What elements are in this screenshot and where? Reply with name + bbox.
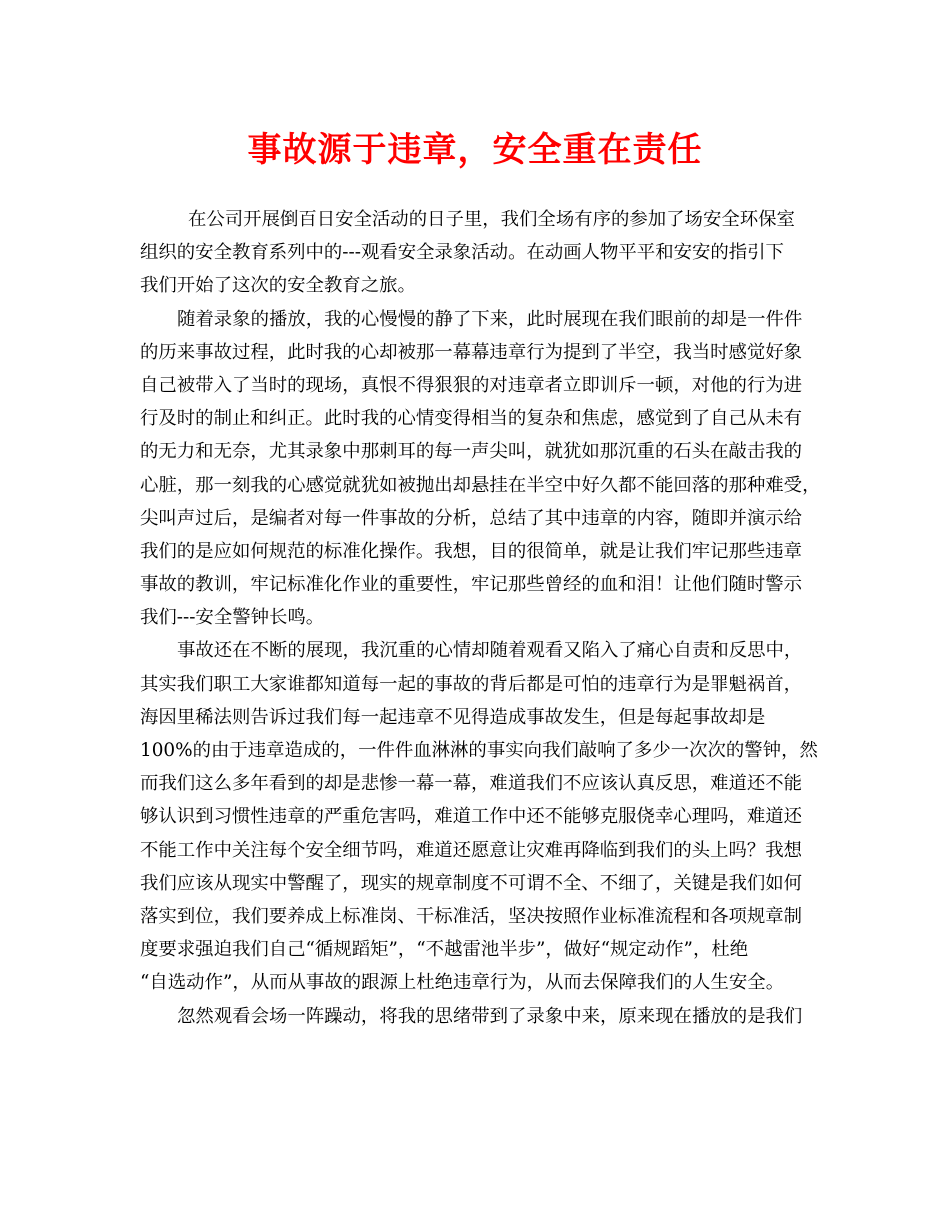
paragraph-line: 事故的教训，牢记标准化作业的重要性，牢记那些曾经的血和泪！让他们随时警示 xyxy=(140,574,803,596)
paragraph-line: 在公司开展倒百日安全活动的日子里，我们全场有序的参加了场安全环保室 xyxy=(188,209,795,230)
paragraph-line: 够认识到习惯性违章的严重危害吗，难道工作中还不能够克服侥幸心理吗，难道还 xyxy=(140,806,803,828)
paragraph-line: 的历来事故过程，此时我的心却被那一幕幕违章行为提到了半空，我当时感觉好象 xyxy=(140,341,803,363)
paragraph-line: 组织的安全教育系列中的---观看安全录象活动。在动画人物平平和安安的指引下 xyxy=(140,242,784,264)
paragraph-line: 的无力和无奈，尤其录象中那刺耳的每一声尖叫，就犹如那沉重的石头在敲击我的 xyxy=(140,441,803,463)
paragraph-line: 我们开始了这次的安全教育之旅。 xyxy=(140,275,416,297)
paragraph-line: 事故还在不断的展现，我沉重的心情却随着观看又陷入了痛心自责和反思中， xyxy=(177,640,803,662)
paragraph-line: 自己被带入了当时的现场，真恨不得狠狠的对违章者立即训斥一顿，对他的行为进 xyxy=(140,374,803,396)
paragraph-line: 我们---安全警钟长鸣。 xyxy=(140,607,325,629)
paragraph-line: 忽然观看会场一阵躁动，将我的思绪带到了录象中来，原来现在播放的是我们 xyxy=(177,1005,803,1027)
document-body xyxy=(140,203,821,1033)
paragraph-line: 100%的由于违章造成的，一件件血淋淋的事实向我们敲响了多少一次次的警钟，然 xyxy=(140,740,818,761)
paragraph-line: 我们应该从现实中警醒了，现实的规章制度不可谓不全、不细了，关键是我们如何 xyxy=(140,872,803,894)
paragraph-line: 其实我们职工大家谁都知道每一起的事故的背后都是可怕的违章行为是罪魁祸首， xyxy=(140,673,803,695)
paragraph-line: 海因里稀法则告诉过我们每一起违章不见得造成事故发生，但是每起事故却是 xyxy=(140,706,766,728)
paragraph-line: 心脏，那一刻我的心感觉就犹如被抛出却悬挂在半空中好久都不能回落的那种难受， xyxy=(140,474,821,496)
paragraph-line: 而我们这么多年看到的却是悲惨一幕一幕，难道我们不应该认真反思，难道还不能 xyxy=(140,773,803,795)
paragraph-line: 度要求强迫我们自己“循规蹈矩”，“不越雷池半步”，做好“规定动作”，杜绝 xyxy=(140,939,749,961)
paragraph-line: 行及时的制止和纠正。此时我的心情变得相当的复杂和焦虑，感觉到了自己从未有 xyxy=(140,408,803,430)
paragraph-line: 不能工作中关注每个安全细节吗，难道还愿意让灾难再降临到我们的头上吗？我想 xyxy=(140,839,803,861)
document-title: 事故源于违章，安全重在责任 xyxy=(247,130,703,170)
paragraph-line: 随着录象的播放，我的心慢慢的静了下来，此时展现在我们眼前的却是一件件 xyxy=(177,308,803,330)
paragraph-line: “自选动作”，从而从事故的跟源上杜绝违章行为，从而去保障我们的人生安全。 xyxy=(140,972,785,994)
paragraph-line: 尖叫声过后，是编者对每一件事故的分析，总结了其中违章的内容，随即并演示给 xyxy=(140,507,803,529)
paragraph-line: 落实到位，我们要养成上标准岗、干标准活，坚决按照作业标准流程和各项规章制 xyxy=(140,905,803,927)
paragraph-line: 我们的是应如何规范的标准化操作。我想，目的很简单，就是让我们牢记那些违章 xyxy=(140,540,803,562)
